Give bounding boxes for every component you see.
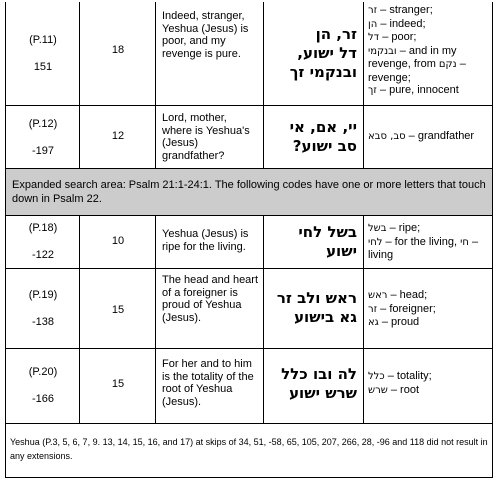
gloss-text: living xyxy=(368,249,394,261)
gloss-line xyxy=(368,249,490,262)
reference-cell xyxy=(6,2,80,105)
gloss-line xyxy=(368,84,490,98)
hebrew-line: זר, הן xyxy=(315,25,357,43)
start-value: -122 xyxy=(31,249,55,261)
gloss-line xyxy=(368,222,490,236)
codes-table xyxy=(5,2,493,478)
hebrew-cell xyxy=(264,106,364,168)
gloss-cell xyxy=(364,216,492,268)
hebrew-text xyxy=(268,25,357,82)
table-row xyxy=(6,349,492,424)
gloss-hebrew: זר xyxy=(368,303,378,315)
english-translation: For her and to him is the totality of the root of Yeshua (Jesus). xyxy=(162,358,254,408)
hebrew-cell xyxy=(264,2,364,105)
hebrew-line: ובנקמי זך xyxy=(289,63,357,81)
start-value: -138 xyxy=(31,316,55,328)
hebrew-line: שרש ישוע xyxy=(289,384,357,402)
hebrew-line: ישוע xyxy=(326,242,357,260)
gloss-hebrew: לחי xyxy=(368,236,383,248)
gloss-hebrew: סב, סבא xyxy=(368,131,406,142)
gloss-text: – head; xyxy=(387,289,428,301)
gloss-line xyxy=(368,31,490,45)
footer-note xyxy=(6,424,492,477)
word-glosses xyxy=(368,130,490,144)
start-value: -197 xyxy=(31,145,55,157)
gloss-hebrew: דל xyxy=(368,32,380,43)
english-translation: Yeshua (Jesus) is ripe for the living. xyxy=(162,228,249,253)
gloss-line xyxy=(368,316,490,330)
hebrew-text xyxy=(268,223,357,261)
gloss-cell xyxy=(364,349,492,423)
skip-value: 15 xyxy=(111,378,125,390)
gloss-hebrew: ובנקמי xyxy=(368,45,397,57)
gloss-cell xyxy=(364,269,492,348)
gloss-hebrew: הן xyxy=(368,18,378,30)
word-glosses xyxy=(368,4,490,98)
gloss-hebrew: חי xyxy=(460,236,469,248)
hebrew-line: יי, אם, אי xyxy=(289,118,357,136)
gloss-text: – indeed; xyxy=(377,17,426,30)
gloss-hebrew: שרש xyxy=(368,384,388,396)
reference-cell xyxy=(6,216,80,268)
gloss-hebrew: נקם xyxy=(438,59,457,70)
gloss-cell xyxy=(364,106,492,168)
gloss-hebrew: בשל xyxy=(368,223,387,234)
code-reference: (P.18) xyxy=(28,222,58,234)
gloss-text: – pure, innocent xyxy=(376,84,459,96)
gloss-text: – proud xyxy=(378,316,420,328)
gloss-line xyxy=(368,18,490,32)
gloss-line xyxy=(368,303,490,317)
gloss-line xyxy=(368,58,490,72)
gloss-line xyxy=(368,384,490,398)
expanded-search-text: Expanded search area: Psalm 21:1-24:1. The following codes have one or more letters that touch down in Psalm 22. xyxy=(12,179,486,205)
skip-value: 15 xyxy=(111,304,125,316)
word-glosses xyxy=(368,222,490,262)
gloss-text: – ripe; xyxy=(386,222,421,234)
table-row xyxy=(6,216,492,269)
hebrew-line: סב ישוע? xyxy=(292,137,357,155)
gloss-text: – root xyxy=(387,383,420,396)
word-glosses xyxy=(368,289,490,330)
gloss-text: – totality; xyxy=(384,370,432,382)
gloss-line xyxy=(368,289,490,303)
gloss-text: – xyxy=(456,58,466,70)
english-cell xyxy=(156,349,264,423)
skip-cell xyxy=(80,269,156,348)
english-cell xyxy=(156,269,264,348)
gloss-line xyxy=(368,45,490,59)
hebrew-line: ראש ולב זר xyxy=(276,289,357,307)
hebrew-text xyxy=(268,118,357,156)
code-reference: (P.12) xyxy=(28,118,58,130)
hebrew-text xyxy=(268,289,357,327)
english-translation: The head and heart of a foreigner is proud of Yeshua (Jesus). xyxy=(162,274,259,324)
hebrew-line: גא בישוע xyxy=(294,308,357,326)
expanded-search-note xyxy=(6,169,492,216)
hebrew-text xyxy=(268,365,357,403)
gloss-text: – xyxy=(468,235,479,248)
hebrew-line: לה ובו כלל xyxy=(281,365,357,383)
hebrew-line: דל ישוע, xyxy=(297,44,357,62)
skip-cell xyxy=(80,216,156,268)
word-glosses xyxy=(368,370,490,397)
gloss-line xyxy=(368,4,490,18)
english-cell xyxy=(156,216,264,268)
reference-cell xyxy=(6,106,80,168)
table-row xyxy=(6,269,492,349)
gloss-line xyxy=(368,236,490,250)
table-row xyxy=(6,2,492,106)
gloss-hebrew: כלל xyxy=(368,371,385,382)
start-value: 151 xyxy=(33,61,53,73)
english-cell xyxy=(156,106,264,168)
skip-cell xyxy=(80,349,156,423)
gloss-text: – stranger; xyxy=(377,4,433,16)
reference-cell xyxy=(6,269,80,348)
gloss-line xyxy=(368,130,490,144)
skip-value: 12 xyxy=(111,130,125,142)
gloss-text: – poor; xyxy=(379,31,417,43)
gloss-hebrew: ראש xyxy=(368,290,388,301)
hebrew-cell xyxy=(264,349,364,423)
english-translation: Indeed, stranger, Yeshua (Jesus) is poor, and my revenge is pure. xyxy=(162,10,249,60)
reference-cell xyxy=(6,349,80,423)
gloss-line xyxy=(368,370,490,384)
hebrew-cell xyxy=(264,216,364,268)
code-reference: (P.11) xyxy=(29,34,57,46)
gloss-cell xyxy=(364,2,492,105)
skip-value: 18 xyxy=(111,44,125,56)
gloss-text: – and in my xyxy=(396,44,457,57)
gloss-text: – foreigner; xyxy=(377,302,436,315)
gloss-hebrew: זך xyxy=(368,85,377,96)
gloss-line xyxy=(368,72,490,85)
skip-cell xyxy=(80,2,156,105)
gloss-hebrew: זר xyxy=(368,5,378,16)
gloss-text: – for the living, xyxy=(382,235,461,248)
gloss-text: revenge; xyxy=(368,71,411,84)
gloss-hebrew: גא xyxy=(368,317,379,328)
table-row xyxy=(6,106,492,169)
start-value: -166 xyxy=(31,393,55,405)
english-cell xyxy=(156,2,264,105)
english-translation: Lord, mother, where is Yeshua's (Jesus) grandfather? xyxy=(162,112,250,162)
hebrew-cell xyxy=(264,269,364,348)
skip-value: 10 xyxy=(111,235,125,247)
gloss-text: – grandfather xyxy=(405,130,475,142)
code-reference: (P.19) xyxy=(28,289,58,301)
skip-cell xyxy=(80,106,156,168)
gloss-text: revenge, from xyxy=(368,58,439,70)
code-reference: (P.20) xyxy=(28,366,58,378)
footer-note-text: Yeshua (P.3, 5, 6, 7, 9. 13, 14, 15, 16, and 17) at skips of 34, 51, -58, 65, 105, 207, 266, 28, -96 and 118 did not result in any extensions. xyxy=(10,437,488,461)
hebrew-line: בשל לחי xyxy=(298,223,357,241)
